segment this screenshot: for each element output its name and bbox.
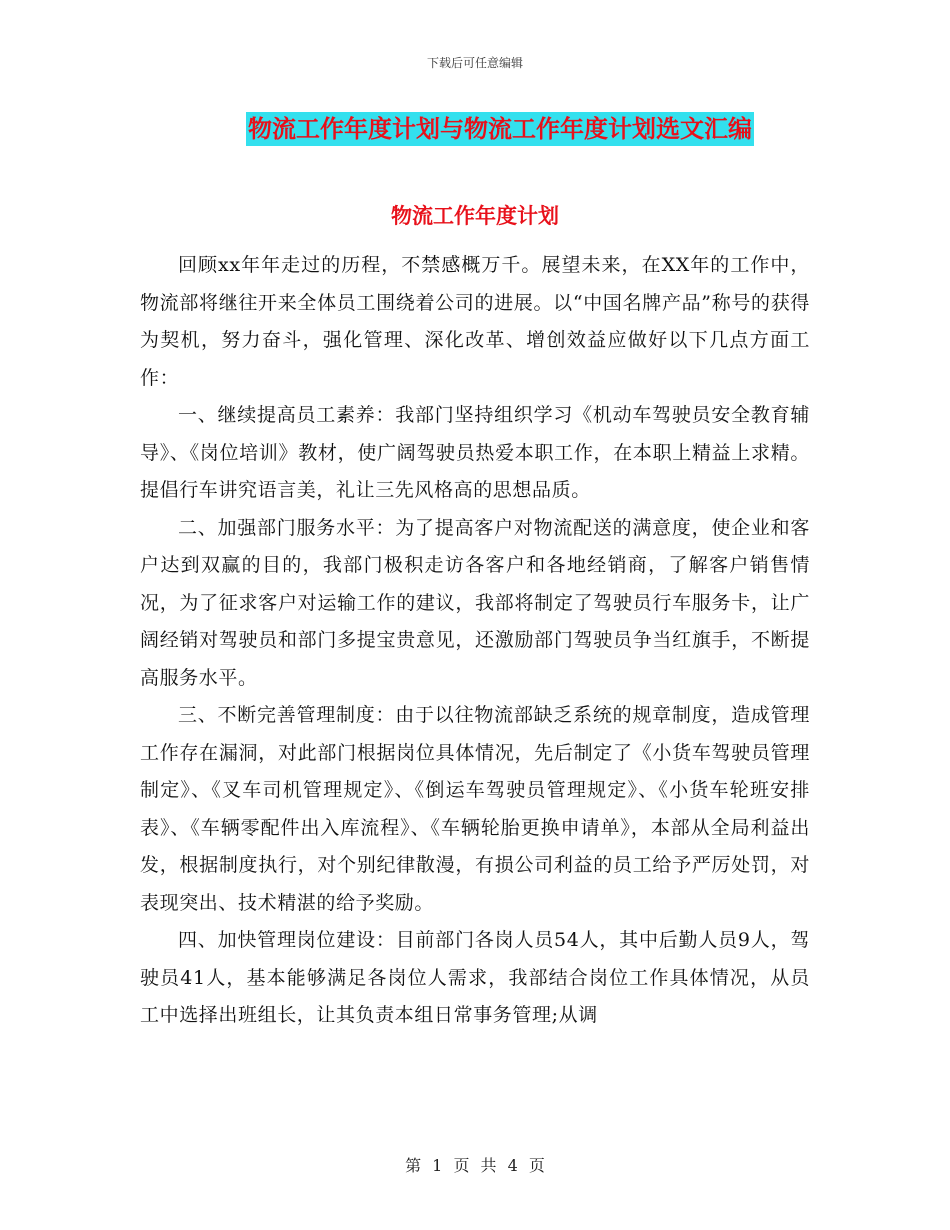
paragraph-item-4: 四、加快管理岗位建设：目前部门各岗人员54人，其中后勤人员9人，驾驶员41人，基本能够满足各岗位人需求，我部结合岗位工作具体情况，从员工中选择出班组长，让其负责本组日常事务管理;从调 — [140, 929, 810, 1026]
document-title: 物流工作年度计划与物流工作年度计划选文汇编 — [246, 112, 754, 146]
paragraph-intro: 回顾xx年年走过的历程，不禁感概万千。展望未来，在XX年的工作中，物流部将继往开来全体员工围绕着公司的进展。以“中国名牌产品”称号的获得为契机，努力奋斗，强化管理、深化改革、增创效益应做好以下几点方面工作： — [140, 254, 810, 389]
document-title-container — [0, 112, 950, 146]
document-body — [140, 247, 810, 1035]
header-note: 下载后可任意编辑 — [426, 56, 523, 70]
section-title: 物流工作年度计划 — [391, 204, 559, 228]
paragraph-item-3: 三、不断完善管理制度：由于以往物流部缺乏系统的规章制度，造成管理工作存在漏洞，对此部门根据岗位具体情况，先后制定了《小货车驾驶员管理制定》、《叉车司机管理规定》、《倒运车驾驶员管理规定》、《小货车轮班安排表》、《车辆零配件出入库流程》、《车辆轮胎更换申请单》，本部从全局利益出发，根据制度执行，对个别纪律散漫，有损公司利益的员工给予严厉处罚，对表现突出、技术精湛的给予奖励。 — [140, 704, 810, 914]
paragraph-item-2: 二、加强部门服务水平：为了提高客户对物流配送的满意度，使企业和客户达到双赢的目的，我部门极积走访各客户和各地经销商，了解客户销售情况，为了征求客户对运输工作的建议，我部将制定了驾驶员行车服务卡，让广阔经销对驾驶员和部门多提宝贵意见，还激励部门驾驶员争当红旗手，不断提高服务水平。 — [140, 516, 810, 689]
paragraph-item-1: 一、继续提高员工素养：我部门坚持组织学习《机动车驾驶员安全教育辅导》、《岗位培训》教材，使广阔驾驶员热爱本职工作，在本职上精益上求精。提倡行车讲究语言美，礼让三先风格高的思想品质。 — [140, 404, 810, 501]
page-number-footer: 第 1 页 共 4 页 — [405, 1156, 545, 1175]
